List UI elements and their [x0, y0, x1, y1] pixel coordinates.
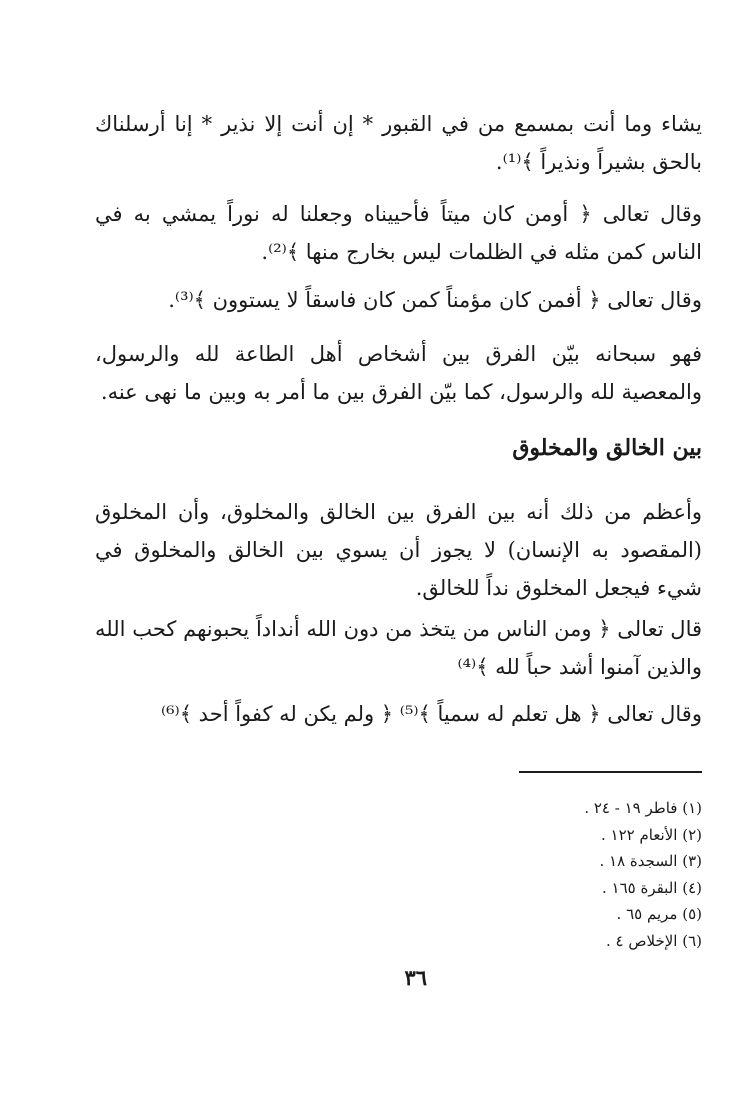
- footnote-item: (٦) الإخلاص ٤ .: [606, 931, 702, 950]
- footnote-item: (٣) السجدة ١٨ .: [599, 852, 702, 870]
- footnote-item: (٢) الأنعام ١٢٢ .: [600, 825, 702, 844]
- footnote-item: (١) فاطر ١٩ - ٢٤ .: [584, 799, 702, 817]
- paragraph-quran-verse-5-6: وقال تعالى ﴿ هل تعلم له سمياً ﴾⁽⁵⁾ ﴿ ولم يكن له كفواً أحد ﴾⁽⁶⁾: [160, 702, 702, 726]
- paragraph-quran-verse-3: وقال تعالى ﴿ أفمن كان مؤمناً كمن كان فاسقاً لا يستوون ﴾⁽³⁾.: [168, 288, 702, 312]
- paragraph-quran-verse-4: قال تعالى ﴿ ومن الناس من يتخذ من دون الله أنداداً يحبونهم كحب الله والذين آمنوا أشد حباً لله ﴾⁽⁴⁾: [95, 617, 702, 679]
- footnote-item: (٥) مريم ٦٥ .: [616, 905, 702, 923]
- paragraph-quran-verse-2: وقال تعالى ﴿ أومن كان ميتاً فأحييناه وجعلنا له نوراً يمشي به في الناس كمن مثله في الظلمات ليس بخارج منها ﴾⁽²⁾.: [95, 202, 702, 264]
- page-number: ٣٦: [404, 965, 427, 990]
- paragraph-explanation: فهو سبحانه بيّن الفرق بين أشخاص أهل الطاعة لله والرسول، والمعصية لله والرسول، كما بيّن الفرق بين ما أمر به وبين ما نهى عنه.: [95, 342, 702, 404]
- paragraph-intro: وأعظم من ذلك أنه بين الفرق بين الخالق والمخلوق، وأن المخلوق (المقصود به الإنسان) لا يجوز أن يسوي بين الخالق والمخلوق في شيء فيجعل المخلوق نداً للخالق.: [95, 500, 702, 600]
- footnote-divider: [519, 771, 702, 773]
- section-heading: بين الخالق والمخلوق: [512, 435, 702, 461]
- paragraph-quran-verse-1: يشاء وما أنت بمسمع من في القبور * إن أنت إلا نذير * إنا أرسلناك بالحق بشيراً ونذيراً ﴾⁽¹⁾.: [95, 112, 702, 174]
- footnote-item: (٤) البقرة ١٦٥ .: [601, 878, 702, 897]
- footnotes-list: [402, 795, 702, 954]
- book-page: [95, 95, 702, 1095]
